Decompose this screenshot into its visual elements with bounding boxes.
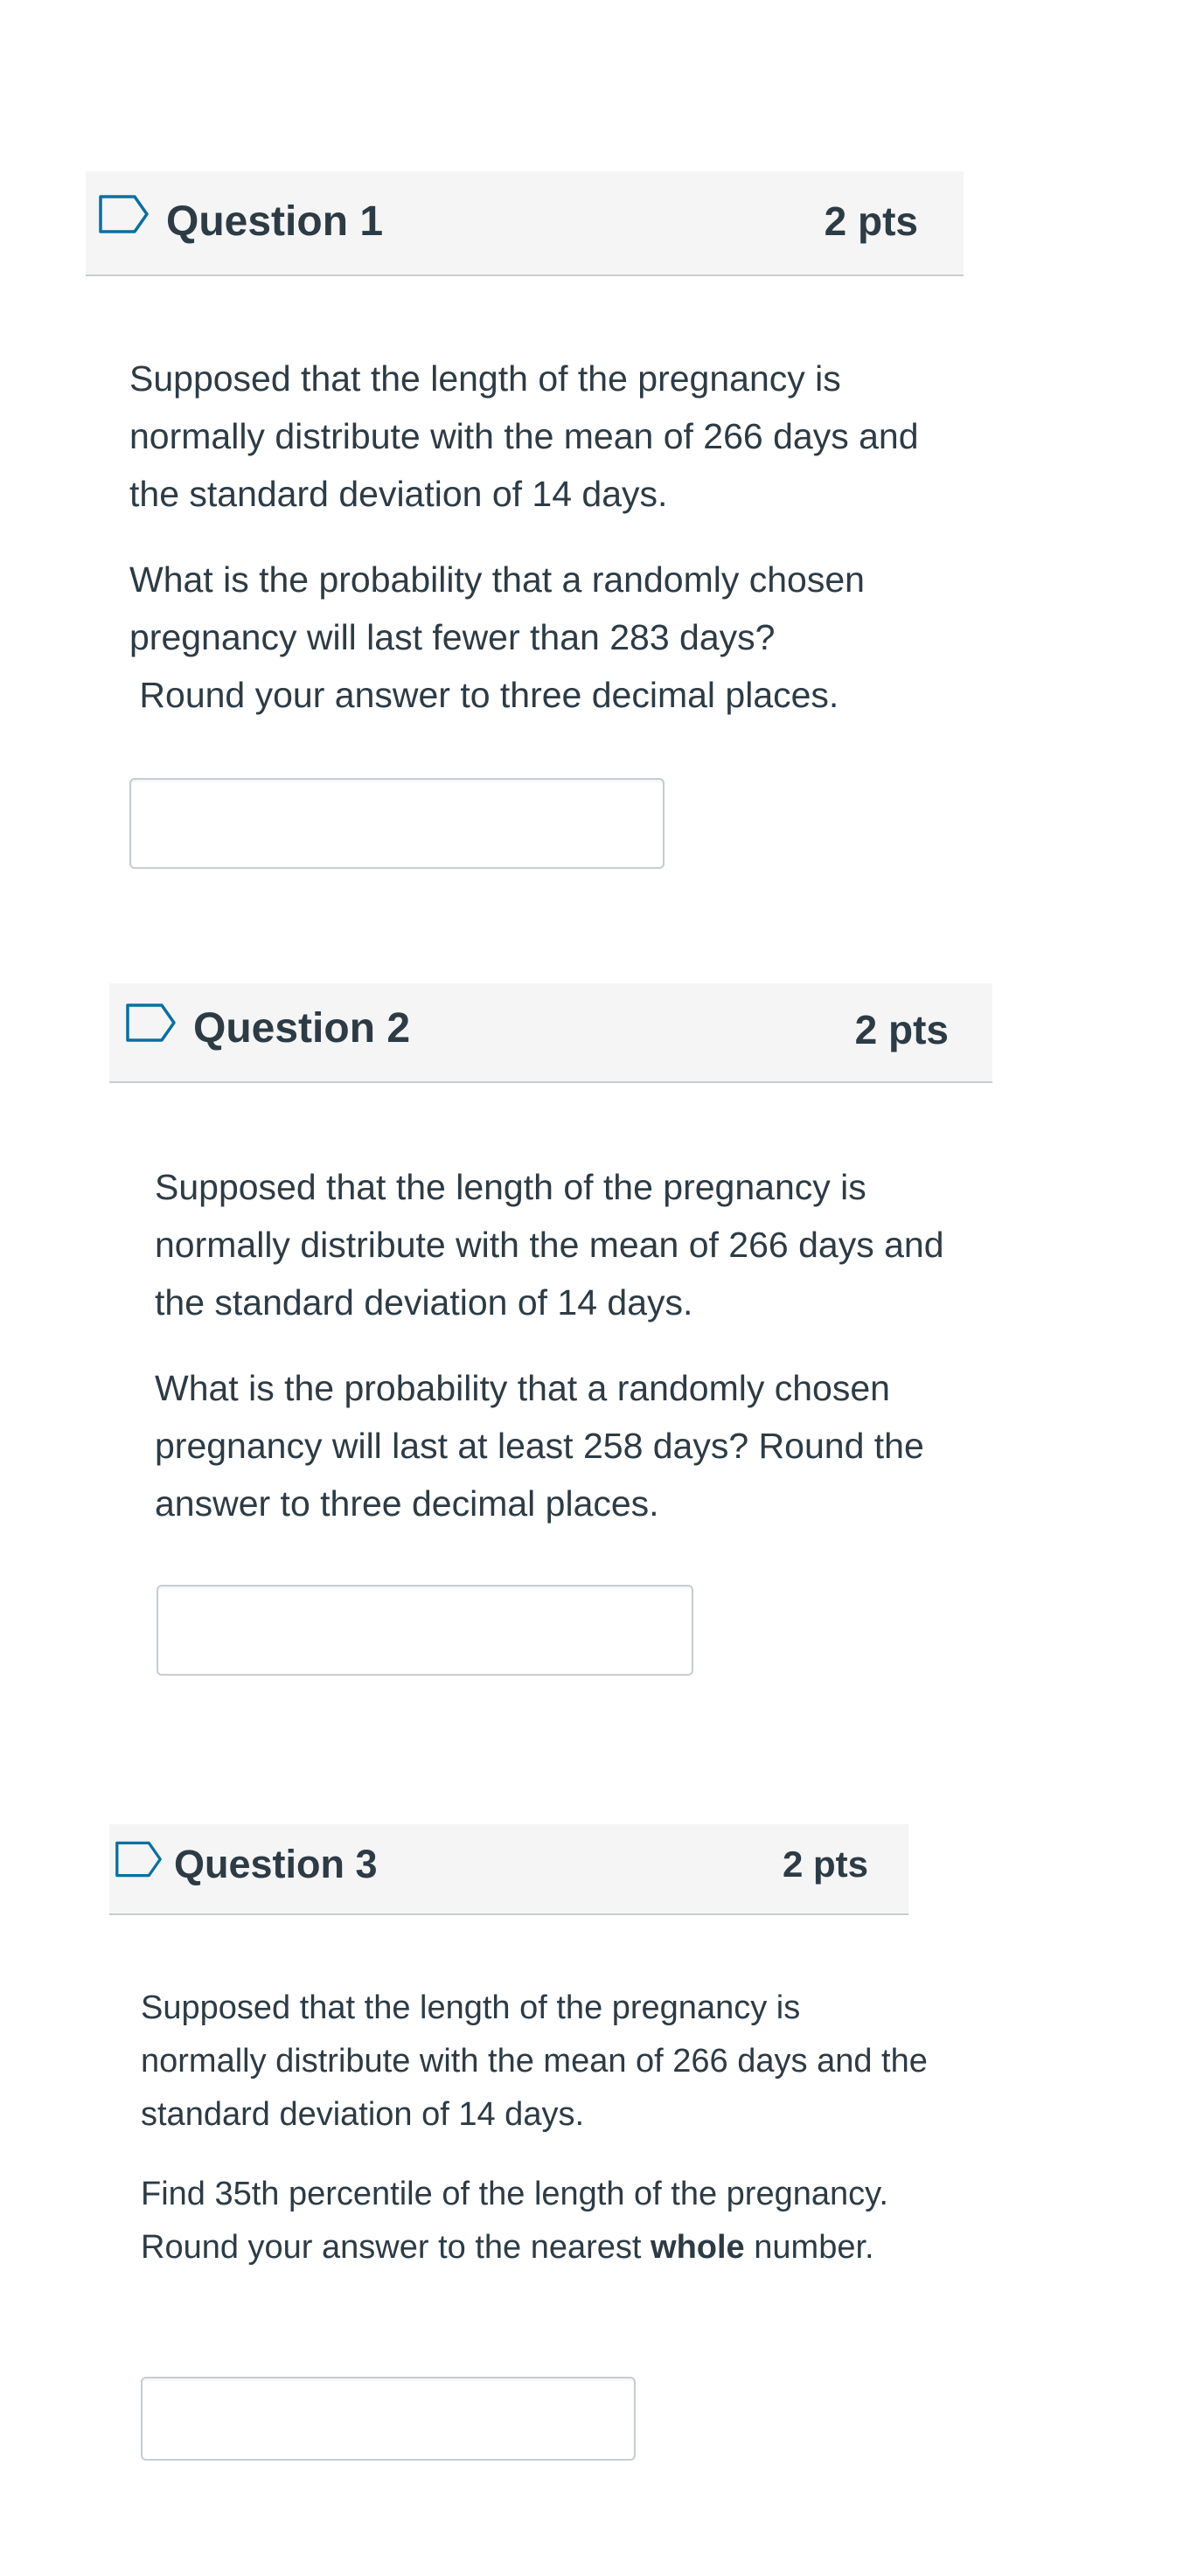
question-text [129,350,969,724]
question-title: Question 2 [193,1005,411,1052]
flag-question-icon[interactable] [125,1003,177,1043]
question-title: Question 3 [174,1842,378,1886]
question-text [141,1982,928,2274]
question-sentence: What is the probability that a randomly chosen pregnancy will last fewer than 283 days? [129,559,865,657]
question-points: 2 pts [854,1007,949,1052]
flag-question-icon[interactable] [115,1840,164,1878]
flag-question-icon[interactable] [98,194,150,234]
question-paragraph: Supposed that the length of the pregnancy is normally distribute with the mean of 266 days and the standard deviation of 14 days. [129,358,919,514]
question-points: 2 pts [824,198,918,244]
question-paragraph [129,551,969,724]
question-paragraph: What is the probability that a randomly chosen pregnancy will last at least 258 days? Round the answer to three decimal places. [155,1368,924,1524]
question-points: 2 pts [782,1843,868,1885]
question-paragraph [141,2168,928,2274]
question-paragraph: Supposed that the length of the pregnancy is normally distribute with the mean of 266 days and the standard deviation of 14 days. [155,1167,944,1323]
answer-input[interactable] [141,2377,636,2461]
question-3-header [109,1824,908,1915]
question-sentence: Round your answer to three decimal places. [139,675,839,715]
question-sentence: number. [754,2229,874,2266]
question-1-header [86,171,964,276]
question-paragraph: Supposed that the length of the pregnancy is normally distribute with the mean of 266 days and the standard deviation of 14 days. [141,1989,928,2133]
question-sentence: Find 35th percentile of the length of the pregnancy. Round your answer to the nearest [141,2176,888,2266]
answer-input[interactable] [157,1585,693,1676]
answer-input[interactable] [129,778,665,869]
question-title: Question 1 [166,198,384,245]
question-text [155,1158,994,1532]
question-2-header [109,983,992,1083]
emphasis-text: whole [651,2229,745,2266]
